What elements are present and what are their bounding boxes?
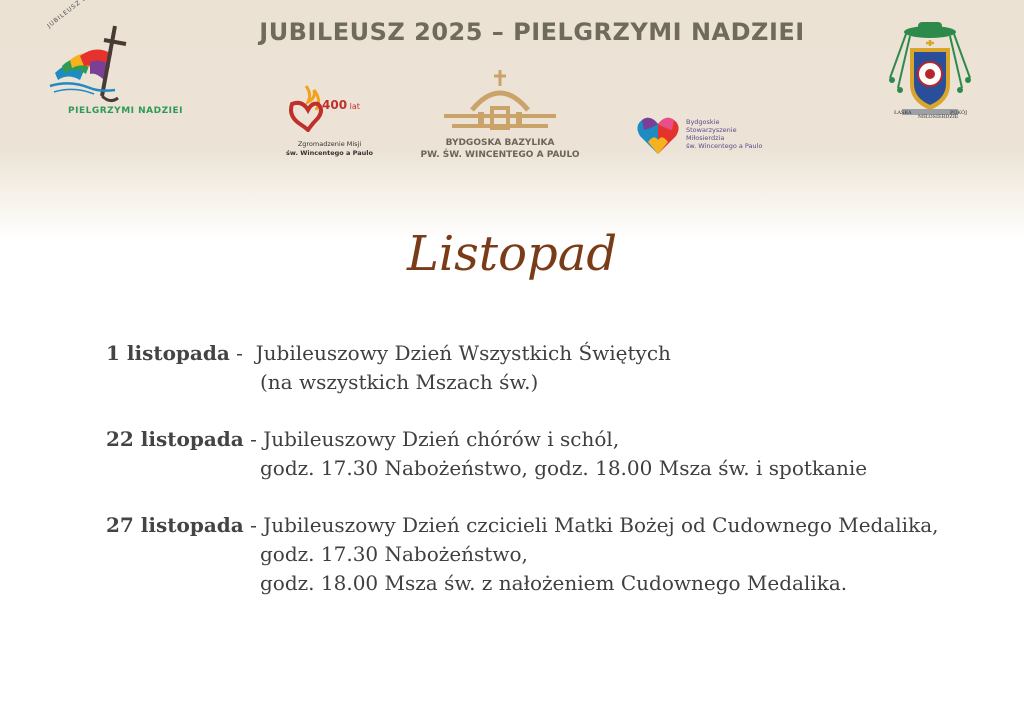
event-line (106, 542, 986, 571)
colorful-heart-icon (634, 112, 682, 158)
event-separator: - (229, 341, 256, 365)
event-description: godz. 17.30 Nabożeństwo, godz. 18.00 Msza św. i spotkanie (260, 456, 868, 480)
bazylika-line1: BYDGOSKA BAZYLIKA (445, 138, 555, 148)
motto-left: ŁASKA (894, 110, 912, 116)
month-title: Listopad (406, 226, 618, 282)
bsm-line2: Stowarzyszenie (686, 126, 737, 134)
logo-400-line2: św. Wincentego a Paulo (286, 149, 373, 157)
event-entry-2 (106, 427, 986, 485)
event-description: Jubileuszowy Dzień czcicieli Matki Bożej od Cudownego Medalika, (263, 513, 939, 537)
motto-right: POKÓJ (950, 110, 968, 116)
logo-bazylika (410, 68, 590, 168)
event-line (106, 513, 986, 542)
event-description: godz. 17.30 Nabożeństwo, (260, 542, 528, 566)
event-list (106, 341, 986, 628)
event-date: 22 listopada (106, 427, 244, 451)
bsm-line3: Miłosierdzia (686, 134, 725, 142)
basilica-icon (442, 68, 558, 134)
event-description: Jubileuszowy Dzień chórów i schól, (263, 427, 620, 451)
bsm-line1: Bydgoskie (686, 118, 720, 126)
motto-center: MIŁOSIERDZIE (918, 114, 959, 120)
event-description: godz. 18.00 Msza św. z nałożeniem Cudownego Medalika. (260, 571, 848, 595)
event-entry-1 (106, 341, 986, 399)
event-description: Jubileuszowy Dzień Wszystkich Świętych (255, 341, 671, 365)
jubilee-logo (40, 18, 183, 128)
logo-bsm (634, 112, 774, 162)
event-date: 27 listopada (106, 513, 244, 537)
event-line (106, 571, 986, 600)
coat-of-arms (884, 18, 976, 126)
event-description: (na wszystkich Mszach św.) (260, 370, 539, 394)
event-separator: - (243, 427, 264, 451)
logo-400-unit: lat (349, 102, 360, 111)
event-entry-3 (106, 513, 986, 600)
logo-400-number (322, 98, 360, 112)
logo-400-lat (282, 82, 377, 162)
event-line (106, 370, 986, 399)
logo-400-number-value: 400 (322, 98, 348, 112)
event-line (106, 341, 986, 370)
logo-400-line1: Zgromadzenie Misji (297, 140, 362, 148)
event-line (106, 456, 986, 485)
bazylika-line2: PW. ŚW. WINCENTEGO A PAULO (420, 150, 580, 160)
bsm-line4: św. Wincentego a Paulo (686, 142, 763, 150)
jubilee-tagline: PIELGRZYMI NADZIEI (68, 106, 183, 116)
event-line (106, 427, 986, 456)
event-date: 1 listopada (106, 341, 230, 365)
page-header-title: JUBILEUSZ 2025 – PIELGRZYMI NADZIEI (259, 18, 805, 46)
flame-heart-icon (286, 82, 326, 132)
event-separator: - (243, 513, 264, 537)
